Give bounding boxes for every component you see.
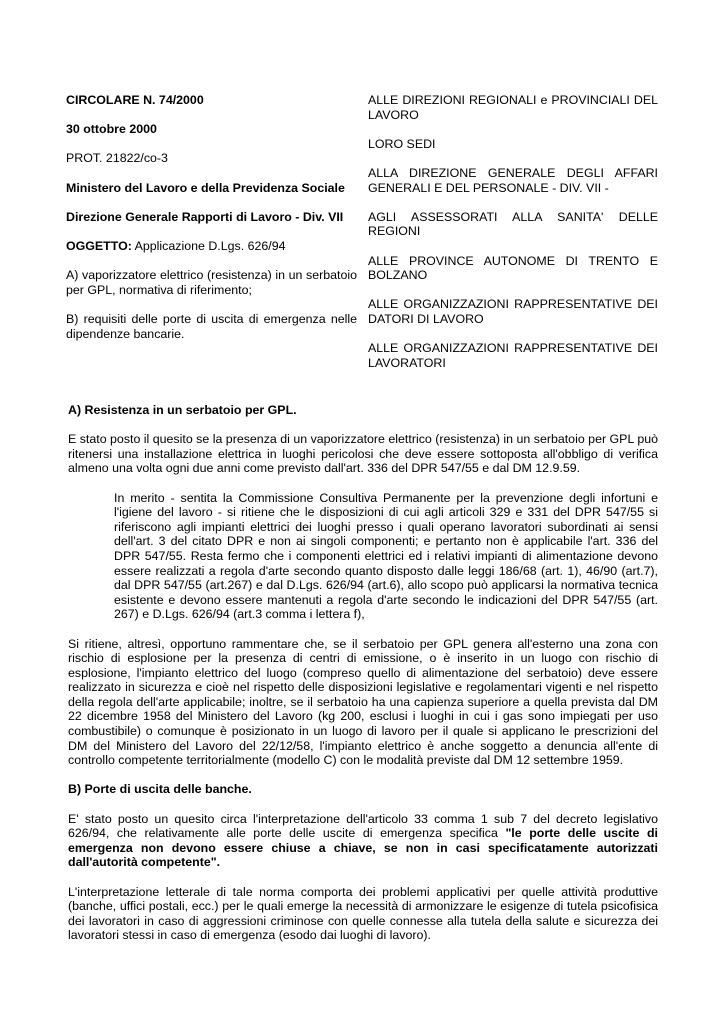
section-b-paragraph-1: [68, 812, 658, 870]
section-b-paragraph-1-text: E' stato posto un quesito circa l'interpretazione dell'articolo 33 comma 1 sub 7 del decreto legislativo 626/94, che relativamente alle porte delle uscite di emergenza specifica: [68, 811, 658, 841]
header-left-column: [66, 93, 357, 341]
section-b-paragraph-2: L'interpretazione letterale di tale norma comporta dei problemi applicativi per quelle attività produttive (banche, uffici postali, ecc.) per le quali emerge la necessità di armonizzare le esigenze di tutela psicofisica dei lavoratori in caso di aggressioni criminose con quelle connesse alla tutela della salute e sicurezza dei lavoratori stessi in caso di emergenza (esodo dai luoghi di lavoro).: [68, 884, 658, 943]
section-b-title: B) Porte di uscita delle banche.: [68, 782, 252, 797]
recipient-5: ALLE PROVINCE AUTONOME DI TRENTO E BOLZANO: [368, 253, 658, 283]
directorate-name: Direzione Generale Rapporti di Lavoro - Div. VII: [66, 209, 344, 224]
document-body: [68, 403, 658, 943]
recipient-2: LORO SEDI: [368, 136, 436, 151]
section-a-paragraph-1: E stato posto il quesito se la presenza di un vaporizzatore elettrico (resistenza) in un serbatoio per GPL può ritenersi una installazione elettrica in luoghi pericolosi che deve essere sottoposta all'obbligo di verifica almeno una volta ogni due anni come previsto dall'art. 336 del DPR 547/55 e dal DM 12.9.59.: [68, 432, 658, 476]
circolare-number: CIRCOLARE N. 74/2000: [66, 93, 204, 107]
subject-line: [66, 239, 357, 254]
section-a-paragraph-3: Si ritiene, altresì, opportuno rammentare che, se il serbatoio per GPL genera all'esterno una zona con rischio di esplosione per la presenza di centri di emissione, o è inserito in un luogo con rischio di esplosione, l'impianto elettrico del luogo (compreso quello di alimentazione del serbatoio) deve essere realizzato in sicurezza e cioè nel rispetto delle disposizioni legislative e regolamentari vigenti e nel rispetto della regola dell'arte applicabile; inoltre, se il serbatoio ha una capienza superiore a quella prevista dal DM 22 dicembre 1958 del Ministero del Lavoro (kg 200, esclusi i luoghi in cui i gas sono impiegati per uso combustibile) o comunque è posizionato in un luogo di lavoro per il quale si applicano le prescrizioni del DM del Ministero del Lavoro del 22/12/58, l'impianto elettrico è anche soggetto a denuncia all'ente di controllo competente territorialmente (modello C) con le modalità previste dal DM 12 settembre 1959.: [68, 636, 658, 768]
subject-item-b: B) requisiti delle porte di uscita di emergenza nelle dipendenze bancarie.: [66, 311, 357, 341]
ministry-name: Ministero del Lavoro e della Previdenza Sociale: [66, 180, 345, 195]
header-recipients-column: [368, 93, 658, 370]
section-b-quote: "le porte delle uscite di emergenza non devono essere chiuse a chiave, se non in casi specificatamente autorizzati dall'autorità competente".: [68, 826, 659, 870]
recipient-1: ALLE DIREZIONI REGIONALI e PROVINCIALI DEL LAVORO: [368, 93, 658, 122]
subject-label: OGGETTO:: [66, 238, 132, 253]
subject-text: Applicazione D.Lgs. 626/94: [131, 238, 286, 253]
section-a-paragraph-2: In merito - sentita la Commissione Consultiva Permanente per la prevenzione degli infortuni e l'igiene del lavoro - si ritiene che le disposizioni di cui agli articoli 329 e 331 del DPR 547/55 si riferiscono agli impianti elettrici dei luoghi presso i quali operano lavoratori subordinati ai sensi dell'art. 3 del citato DPR e non ai singoli componenti; e pertanto non è applicabile l'art. 336 del DPR 547/55. Resta fermo che i componenti elettrici ed i relativi impianti di alimentazione devono essere realizzati a regola d'arte secondo quanto disposto dalle leggi 186/68 (art. 1), 46/90 (art.7), dal DPR 547/55 (art.267) e dal D.Lgs. 626/94 (art.6), allo scopo può applicarsi la normativa tecnica esistente e devono essere mantenuti a regola d'arte secondo le indicazioni del DPR 547/55 (art. 267) e D.Lgs. 626/94 (art.3 comma i lettera f),: [114, 490, 658, 622]
subject-item-a: A) vaporizzatore elettrico (resistenza) in un serbatoio per GPL, normativa di riferimento;: [66, 268, 357, 297]
recipient-3: ALLA DIREZIONE GENERALE DEGLI AFFARI GENERALI E DEL PERSONALE - DIV. VII -: [368, 165, 658, 195]
recipient-4: AGLI ASSESSORATI ALLA SANITA' DELLE REGIONI: [368, 209, 658, 239]
recipient-7: ALLE ORGANIZZAZIONI RAPPRESENTATIVE DEI LAVORATORI: [368, 341, 658, 370]
section-a-title: A) Resistenza in un serbatoio per GPL.: [68, 403, 297, 417]
recipient-6: ALLE ORGANIZZAZIONI RAPPRESENTATIVE DEI DATORI DI LAVORO: [368, 297, 658, 326]
circolare-date: 30 ottobre 2000: [66, 122, 157, 137]
protocol-number: PROT. 21822/co-3: [66, 151, 168, 166]
